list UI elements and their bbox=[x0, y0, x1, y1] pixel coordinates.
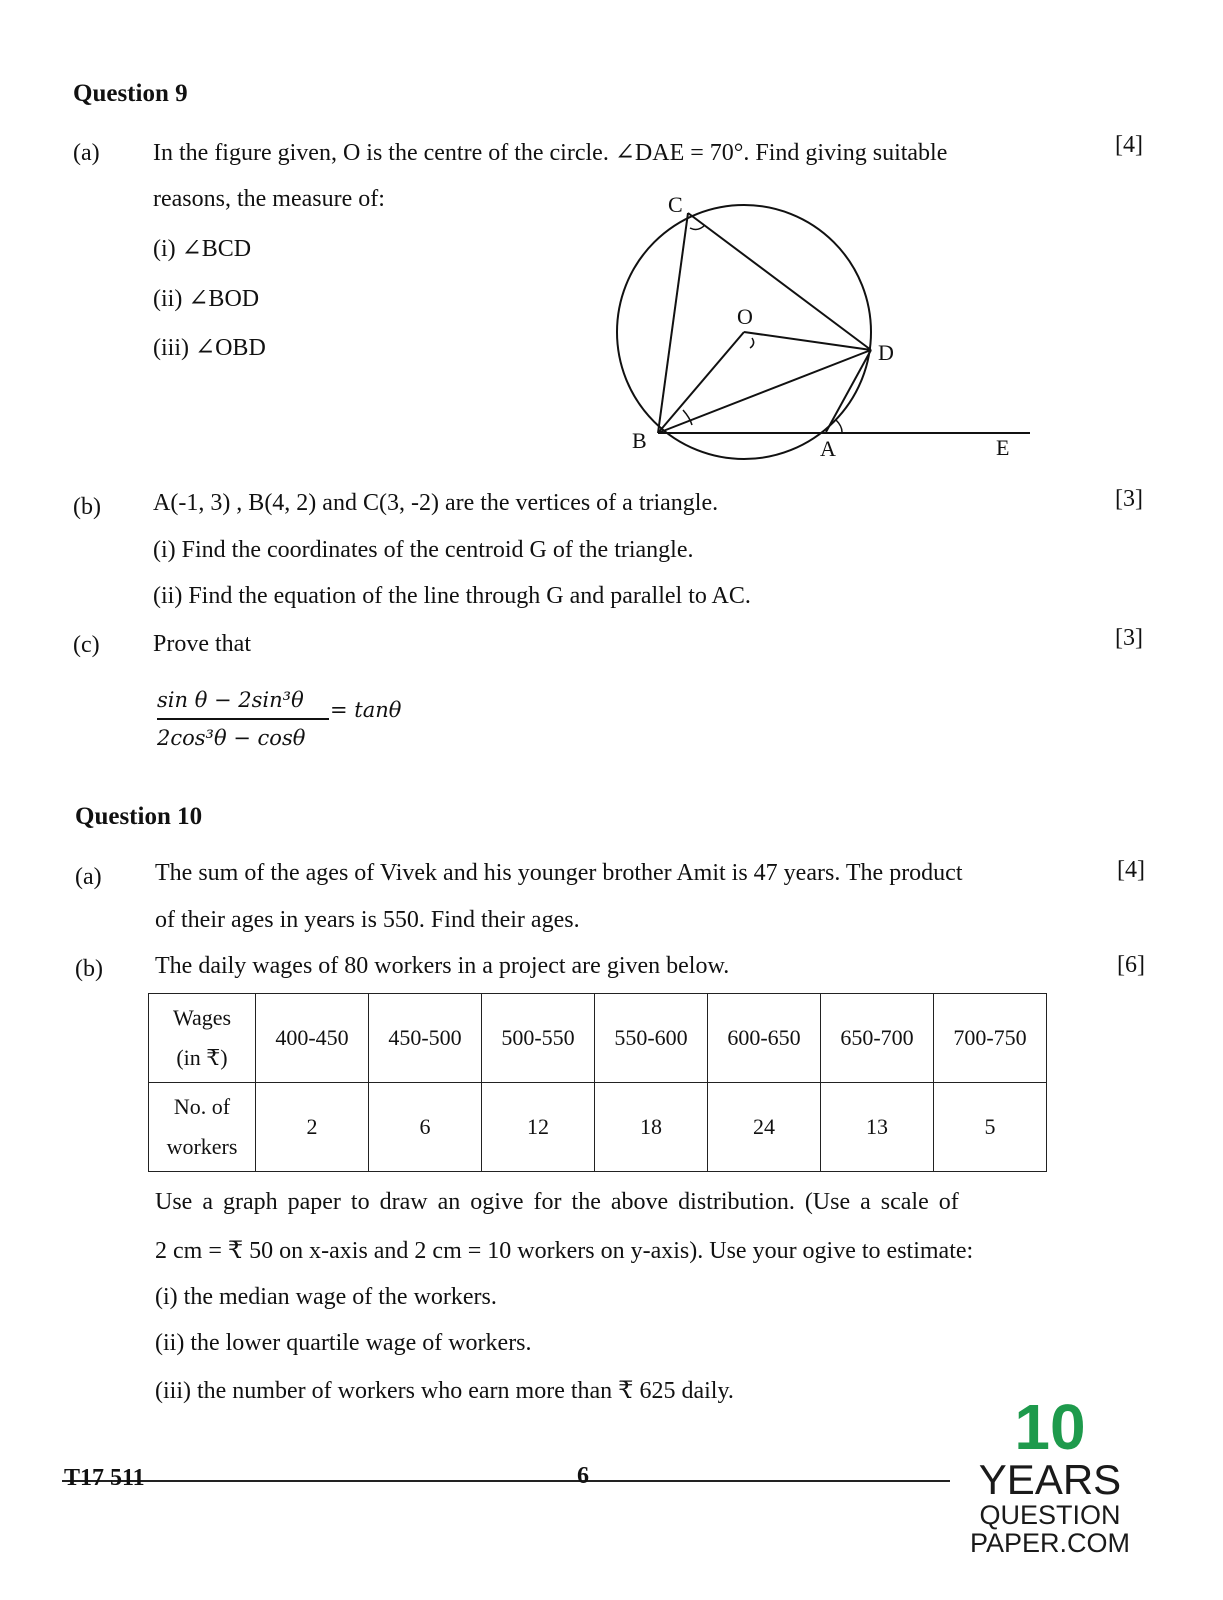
fraction-expression bbox=[157, 688, 335, 750]
q9b-label: (b) bbox=[73, 494, 101, 520]
footer-divider bbox=[62, 1480, 950, 1482]
table-cell: 24 bbox=[708, 1083, 821, 1172]
q9b-line1: A(-1, 3) , B(4, 2) and C(3, -2) are the vertices of a triangle. bbox=[153, 490, 719, 516]
table-cell: 400-450 bbox=[256, 994, 369, 1083]
q9c-marks: [3] bbox=[1115, 625, 1143, 651]
head-workers-a: No. of bbox=[173, 1094, 231, 1119]
table-row-workers bbox=[149, 1083, 1047, 1172]
q9a-marks: [4] bbox=[1115, 132, 1143, 158]
paper-code: T17 511 bbox=[64, 1465, 145, 1491]
q10b-part-iii: (iii) the number of workers who earn more than ₹ 625 daily. bbox=[155, 1378, 734, 1404]
table-row-wages bbox=[149, 994, 1047, 1083]
q10b-line1: The daily wages of 80 workers in a project are given below. bbox=[155, 953, 730, 979]
table-cell: 5 bbox=[934, 1083, 1047, 1172]
site-logo bbox=[930, 1391, 1170, 1558]
q9c-label: (c) bbox=[73, 632, 100, 658]
q10a-label: (a) bbox=[75, 864, 102, 890]
angle-mark-o bbox=[750, 338, 754, 348]
table-cell: 450-500 bbox=[369, 994, 482, 1083]
table-head-wages bbox=[149, 994, 256, 1083]
radius-ob bbox=[658, 332, 744, 433]
q10b-part-ii: (ii) the lower quartile wage of workers. bbox=[155, 1330, 532, 1356]
fraction-denominator: 2cos³θ − cosθ bbox=[157, 725, 306, 750]
q9b-part-i: (i) Find the coordinates of the centroid G of the triangle. bbox=[153, 537, 694, 563]
q10b-after2: 2 cm = ₹ 50 on x-axis and 2 cm = 10 workers on y-axis). Use your ogive to estimate: bbox=[155, 1238, 974, 1264]
label-d: D bbox=[878, 340, 894, 365]
logo-years: YEARS bbox=[978, 1456, 1122, 1503]
chord-da bbox=[826, 350, 871, 432]
table-cell: 650-700 bbox=[821, 994, 934, 1083]
angle-mark-c bbox=[690, 225, 705, 229]
head-wages-a: Wages bbox=[172, 1005, 232, 1030]
question-10-title: Question 10 bbox=[75, 803, 203, 830]
q10a-marks: [4] bbox=[1117, 857, 1145, 883]
table-cell: 2 bbox=[256, 1083, 369, 1172]
head-workers-b: workers bbox=[166, 1134, 238, 1159]
wages-table bbox=[148, 993, 1047, 1172]
q10b-after1: Use a graph paper to draw an ogive for the above distribution. (Use a scale of bbox=[155, 1189, 959, 1215]
label-b: B bbox=[632, 428, 647, 453]
table-cell: 500-550 bbox=[482, 994, 595, 1083]
q9a-part-i: (i) ∠BCD bbox=[153, 236, 252, 262]
q9b-marks: [3] bbox=[1115, 486, 1143, 512]
table-cell: 600-650 bbox=[708, 994, 821, 1083]
table-cell: 550-600 bbox=[595, 994, 708, 1083]
label-c: C bbox=[668, 192, 683, 217]
chord-cd bbox=[688, 213, 871, 350]
q9c-line1: Prove that bbox=[153, 631, 251, 657]
table-cell: 6 bbox=[369, 1083, 482, 1172]
question-9-title: Question 9 bbox=[73, 80, 188, 107]
q10b-marks: [6] bbox=[1117, 952, 1145, 978]
logo-number: 10 bbox=[1014, 1391, 1086, 1463]
q9a-label: (a) bbox=[73, 140, 100, 166]
fraction-rhs: = tanθ bbox=[330, 698, 402, 722]
table-head-workers bbox=[149, 1083, 256, 1172]
q9a-part-ii: (ii) ∠BOD bbox=[153, 286, 260, 312]
table-cell: 700-750 bbox=[934, 994, 1047, 1083]
table-cell: 18 bbox=[595, 1083, 708, 1172]
q9a-line2: reasons, the measure of: bbox=[153, 186, 385, 212]
label-e: E bbox=[996, 435, 1010, 460]
q10b-label: (b) bbox=[75, 956, 103, 982]
q9a-part-iii: (iii) ∠OBD bbox=[153, 335, 266, 361]
fraction-numerator: sin θ − 2sin³θ bbox=[157, 688, 304, 712]
q10a-line1: The sum of the ages of Vivek and his younger brother Amit is 47 years. The product bbox=[155, 860, 963, 886]
head-wages-b: (in ₹) bbox=[176, 1045, 228, 1070]
table-cell: 12 bbox=[482, 1083, 595, 1172]
q10a-line2: of their ages in years is 550. Find their ages. bbox=[155, 907, 580, 933]
label-a: A bbox=[820, 436, 836, 461]
page-number: 6 bbox=[577, 1463, 589, 1489]
logo-site: QUESTION PAPER.COM bbox=[969, 1500, 1131, 1558]
table-cell: 13 bbox=[821, 1083, 934, 1172]
q9b-part-ii: (ii) Find the equation of the line through G and parallel to AC. bbox=[153, 583, 751, 609]
angle-mark-a bbox=[836, 420, 842, 432]
q10b-part-i: (i) the median wage of the workers. bbox=[155, 1284, 497, 1310]
q9a-line1: In the figure given, O is the centre of the circle. ∠DAE = 70°. Find giving suitable bbox=[153, 140, 948, 166]
fraction-bar bbox=[157, 718, 329, 720]
label-o: O bbox=[737, 304, 753, 329]
circle-figure bbox=[600, 185, 1040, 475]
chord-cb bbox=[658, 213, 688, 433]
